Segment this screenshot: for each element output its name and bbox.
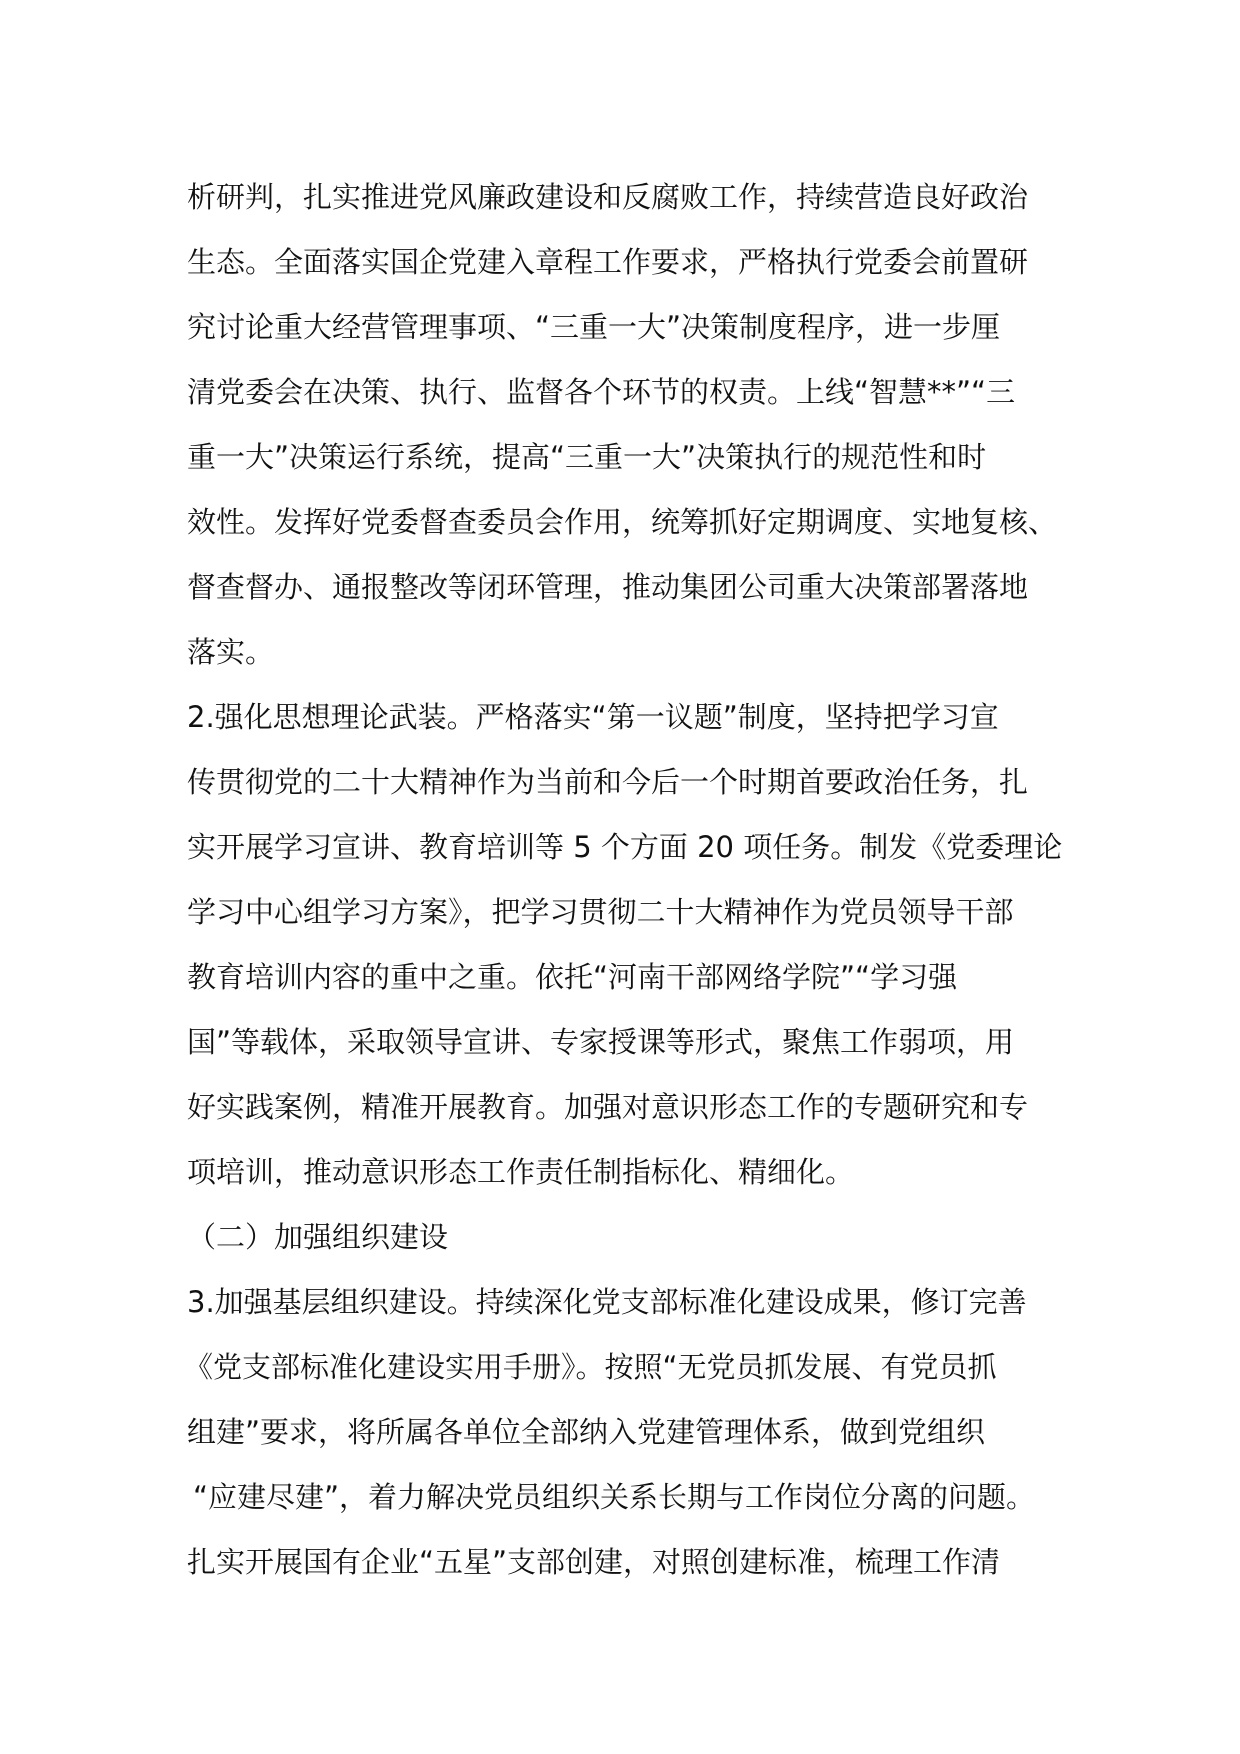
text-line: 学习中心组学习方案》，把学习贯彻二十大精神作为党员领导干部 [187,895,1014,929]
text-line: 传贯彻党的二十大精神作为当前和今后一个时期首要政治任务，扎 [187,765,1029,799]
text-line: 2.强化思想理论武装。严格落实“第一议题”制度，坚持把学习宣 [187,700,999,734]
text-line: 组建”要求，将所属各单位全部纳入党建管理体系，做到党组织 [187,1415,986,1449]
section-heading: （二）加强组织建设 [187,1220,449,1254]
text-line: 3.加强基层组织建设。持续深化党支部标准化建设成果，修订完善 [187,1285,1027,1319]
text-line: 究讨论重大经营管理事项、“三重一大”决策制度程序，进一步厘 [187,310,1001,344]
text-line: 清党委会在决策、执行、监督各个环节的权责。上线“智慧**”“三 [187,375,1016,409]
text-line: 析研判，扎实推进党风廉政建设和反腐败工作，持续营造良好政治 [187,180,1029,214]
text-line: 实开展学习宣讲、教育培训等 5 个方面 20 项任务。制发《党委理论 [187,830,1063,864]
text-line: 效性。发挥好党委督查委员会作用，统筹抓好定期调度、实地复核、 [187,505,1058,539]
text-line: 好实践案例，精准开展教育。加强对意识形态工作的专题研究和专 [187,1090,1029,1124]
text-line: 生态。全面落实国企党建入章程工作要求，严格执行党委会前置研 [187,245,1029,279]
text-line: 《党支部标准化建设实用手册》。按照“无党员抓发展、有党员抓 [184,1350,997,1384]
text-line: 国”等载体，采取领导宣讲、专家授课等形式，聚焦工作弱项，用 [187,1025,1015,1059]
text-line: “应建尽建”，着力解决党员组织关系长期与工作岗位分离的问题。 [193,1480,1036,1514]
text-line: 重一大”决策运行系统，提高“三重一大”决策执行的规范性和时 [187,440,987,474]
text-line: 扎实开展国有企业“五星”支部创建，对照创建标准，梳理工作清 [187,1545,1001,1579]
text-line: 项培训，推动意识形态工作责任制指标化、精细化。 [187,1155,855,1189]
text-line: 教育培训内容的重中之重。依托“河南干部网络学院”“学习强 [187,960,958,994]
text-line: 督查督办、通报整改等闭环管理，推动集团公司重大决策部署落地 [187,570,1029,604]
text-line: 落实。 [187,635,275,669]
body-text [184,165,1107,1595]
